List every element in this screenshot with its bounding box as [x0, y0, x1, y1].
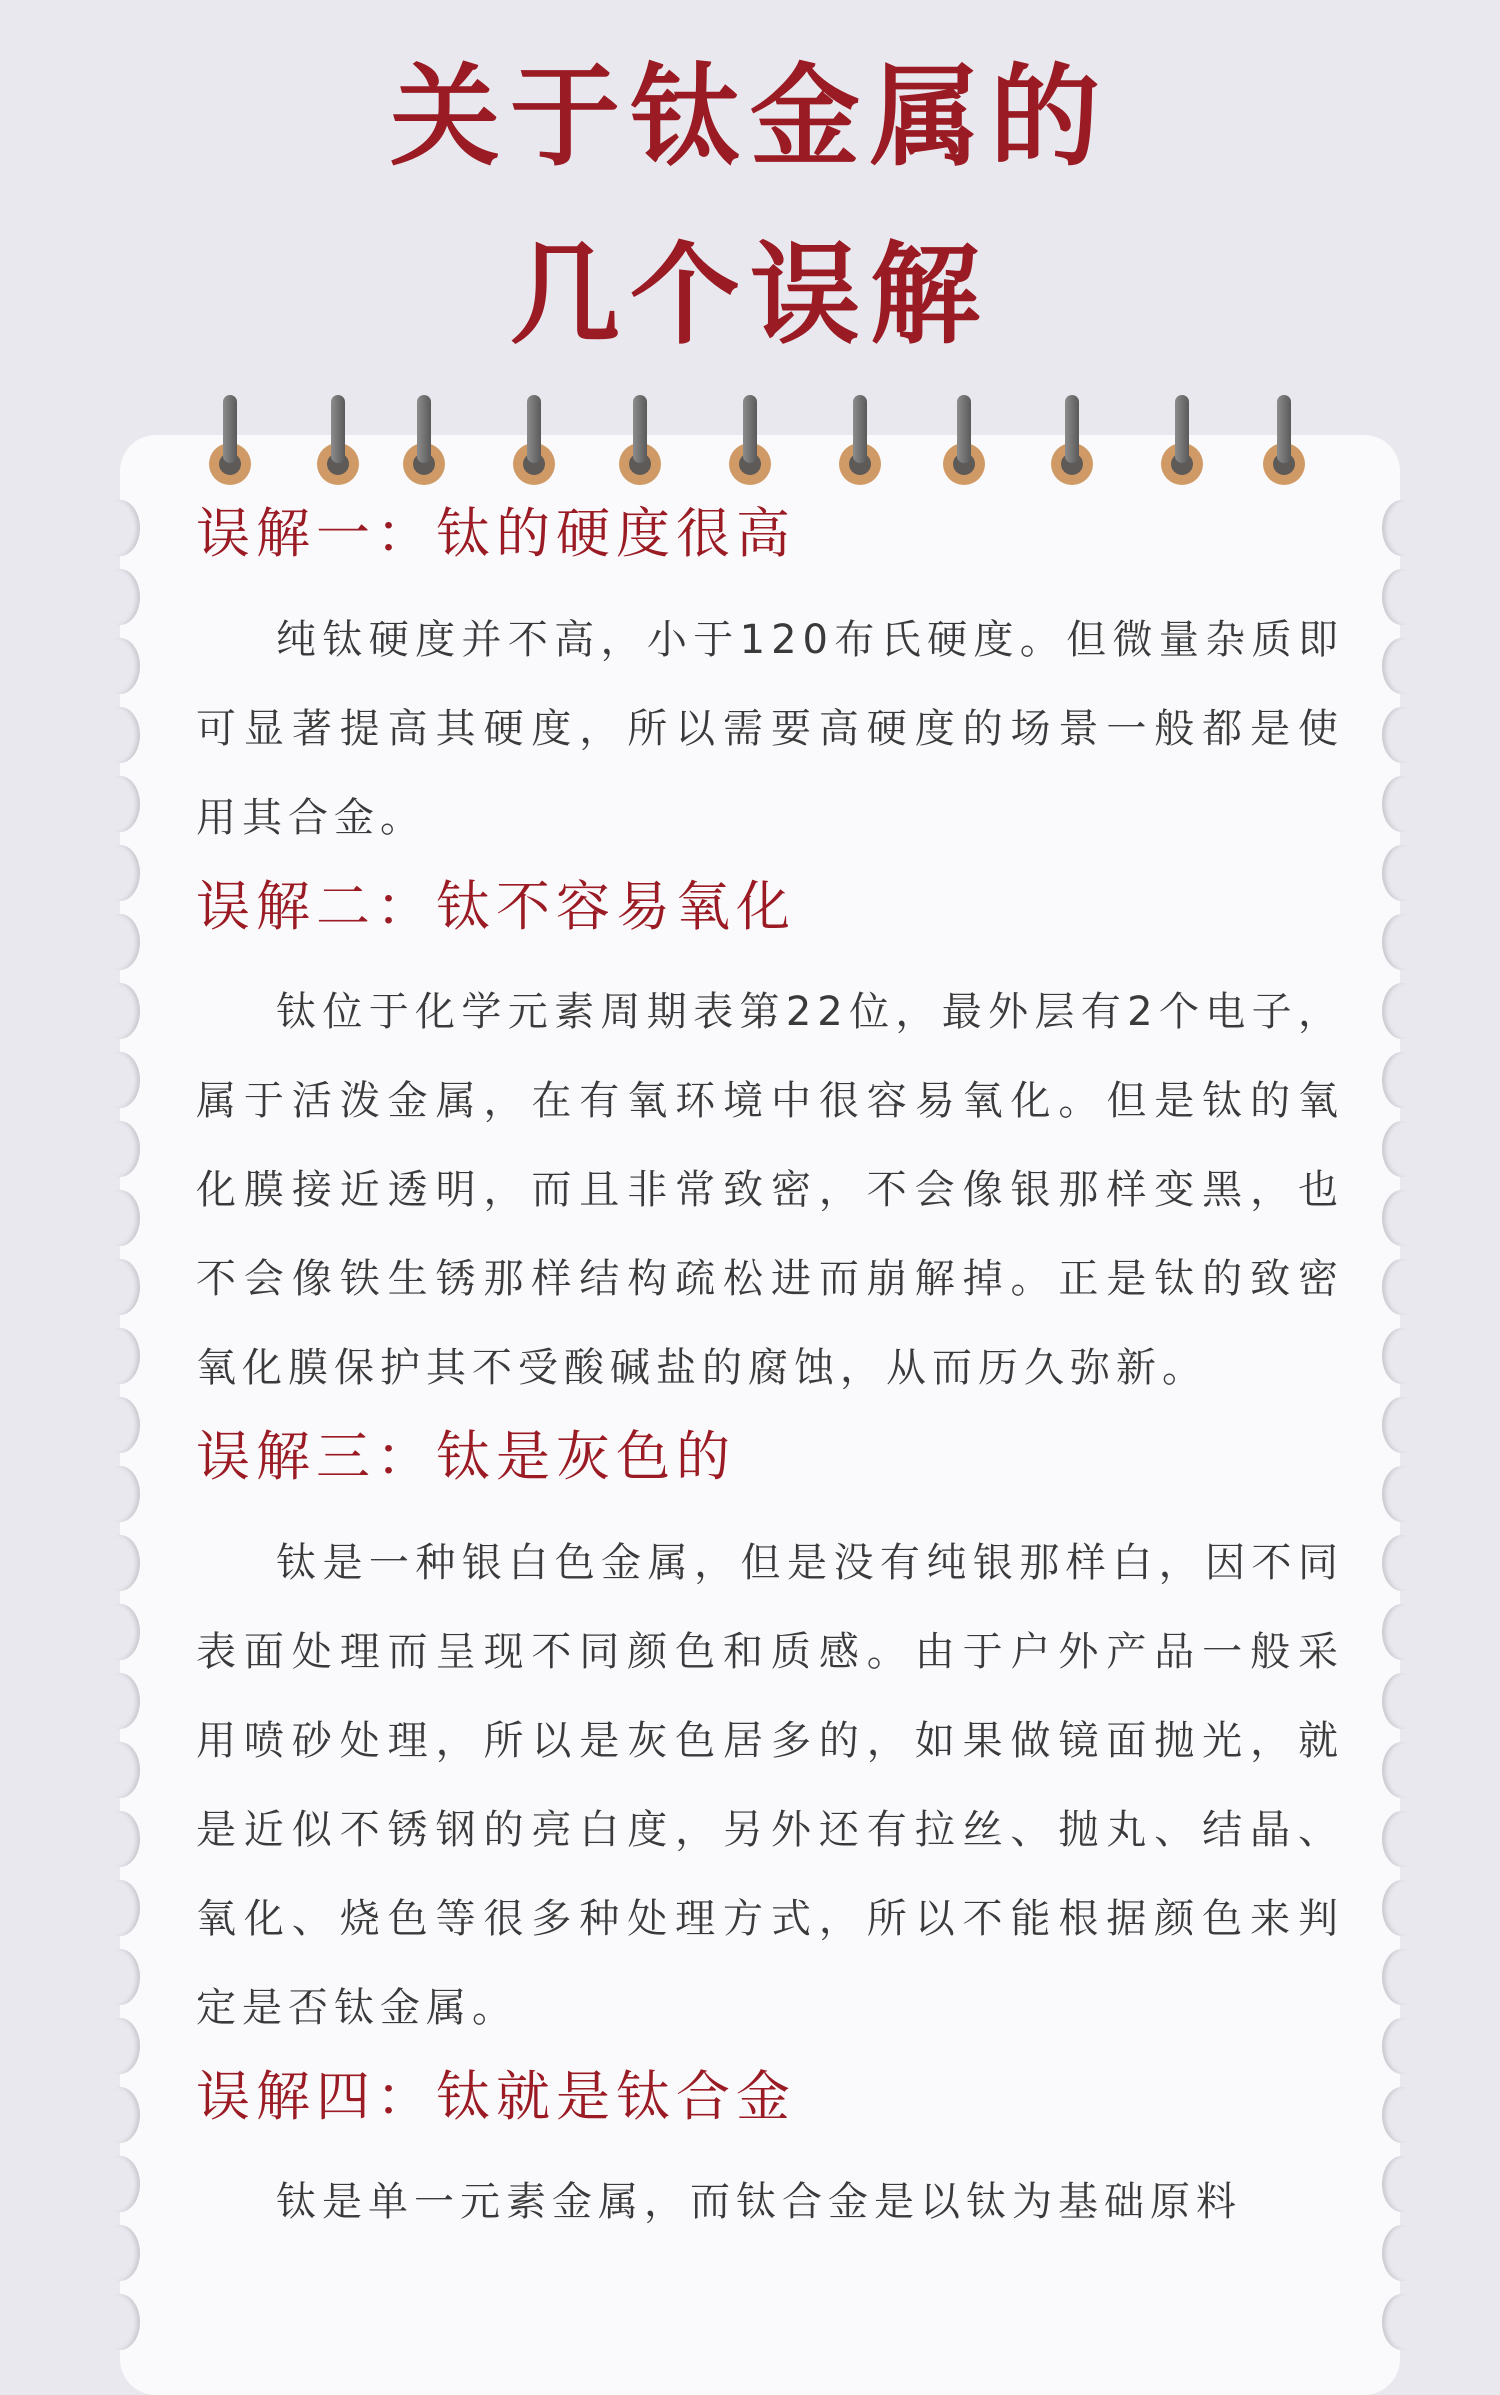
binding-ring: [728, 395, 772, 485]
section-heading: 误解三：钛是灰色的: [196, 1425, 736, 1488]
edge-scallop: [100, 1604, 140, 1660]
edge-scallop: [1382, 1259, 1422, 1315]
page-title-line-1: 关于钛金属的: [390, 53, 1110, 181]
edge-scallop: [100, 638, 140, 694]
binding-ring: [402, 395, 446, 485]
edge-scallop: [1382, 707, 1422, 763]
edge-scallop: [1382, 1466, 1422, 1522]
edge-scallop: [1382, 1811, 1422, 1867]
section-body: 纯钛硬度并不高，小于120布氏硬度。但微量杂质即可显著提高其硬度，所以需要高硬度的场景一般都是使用其合金。: [196, 616, 1344, 841]
binding-ring: [316, 395, 360, 485]
section-heading: 误解二：钛不容易氧化: [196, 874, 796, 938]
edge-scallop: [1382, 638, 1422, 694]
binding-ring: [208, 395, 252, 485]
section-body: 钛位于化学元素周期表第22位，最外层有2个电子，属于活泼金属，在有氧环境中很容易氧化。但是钛的氧化膜接近透明，而且非常致密，不会像银那样变黑，也不会像铁生锈那样结构疏松进而崩解掉。正是钛的致密氧化膜保护其不受酸碱盐的腐蚀，从而历久弥新。: [196, 989, 1344, 1391]
edge-scallop: [100, 1535, 140, 1591]
edge-scallop: [100, 707, 140, 763]
edge-scallop: [100, 2294, 140, 2350]
binding-ring: [1262, 395, 1306, 485]
edge-scallop: [100, 1466, 140, 1522]
edge-scallop: [1382, 2087, 1422, 2143]
edge-scallop: [1382, 1397, 1422, 1453]
edge-scallop: [1382, 2156, 1422, 2212]
edge-scallop: [1382, 1328, 1422, 1384]
edge-scallop: [1382, 569, 1422, 625]
edge-scallop: [1382, 500, 1422, 556]
page-title-line-2: 几个误解: [510, 231, 990, 359]
edge-scallop: [1382, 983, 1422, 1039]
edge-scallop: [100, 2087, 140, 2143]
section-misconception-4: [196, 2063, 1344, 2248]
edge-scallop: [1382, 1535, 1422, 1591]
edge-scallop: [100, 500, 140, 556]
binding-ring: [618, 395, 662, 485]
edge-scallop: [100, 1259, 140, 1315]
edge-scallop: [1382, 1880, 1422, 1936]
edge-scallop: [100, 2018, 140, 2074]
edge-scallop: [100, 776, 140, 832]
edge-scallop: [100, 1673, 140, 1729]
article-content: [196, 500, 1344, 2257]
edge-scallop: [100, 914, 140, 970]
edge-scallop: [100, 1397, 140, 1453]
edge-scallop: [1382, 914, 1422, 970]
binding-ring: [512, 395, 556, 485]
binding-ring: [1160, 395, 1204, 485]
edge-scallop: [100, 845, 140, 901]
edge-scallop: [1382, 1121, 1422, 1177]
edge-scallop: [1382, 1742, 1422, 1798]
edge-scallop: [1382, 2294, 1422, 2350]
edge-scallop: [100, 1949, 140, 2005]
edge-scallop: [100, 569, 140, 625]
section-misconception-2: [196, 873, 1344, 1414]
edge-scallop: [1382, 1673, 1422, 1729]
binding-ring: [838, 395, 882, 485]
edge-scallop: [100, 1121, 140, 1177]
edge-scallop: [1382, 776, 1422, 832]
edge-scallop: [100, 1880, 140, 1936]
edge-scallop: [100, 983, 140, 1039]
section-misconception-1: [196, 500, 1344, 863]
edge-scallop: [1382, 1949, 1422, 2005]
edge-scallop: [100, 1052, 140, 1108]
edge-scallop: [100, 1190, 140, 1246]
edge-scallop: [100, 1811, 140, 1867]
binding-ring: [1050, 395, 1094, 485]
edge-scallop: [100, 1742, 140, 1798]
edge-scallop: [100, 1328, 140, 1384]
edge-scallop: [1382, 1052, 1422, 1108]
edge-scallop: [1382, 2018, 1422, 2074]
section-heading: 误解四：钛就是钛合金: [196, 2064, 796, 2128]
binding-ring: [942, 395, 986, 485]
edge-scallop: [100, 2225, 140, 2281]
section-body: 钛是单一元素金属，而钛合金是以钛为基础原料: [276, 2179, 1242, 2225]
section-misconception-3: [196, 1423, 1344, 2053]
edge-scallop: [1382, 2225, 1422, 2281]
section-heading: 误解一：钛的硬度很高: [196, 502, 796, 565]
edge-scallop: [100, 2156, 140, 2212]
edge-scallop: [1382, 1190, 1422, 1246]
edge-scallop: [1382, 845, 1422, 901]
edge-scallop: [1382, 1604, 1422, 1660]
section-body: 钛是一种银白色金属，但是没有纯银那样白，因不同表面处理而呈现不同颜色和质感。由于户外产品一般采用喷砂处理，所以是灰色居多的，如果做镜面抛光，就是近似不锈钢的亮白度，另外还有拉丝、抛丸、结晶、氧化、烧色等很多种处理方式，所以不能根据颜色来判定是否钛金属。: [196, 1539, 1344, 2031]
